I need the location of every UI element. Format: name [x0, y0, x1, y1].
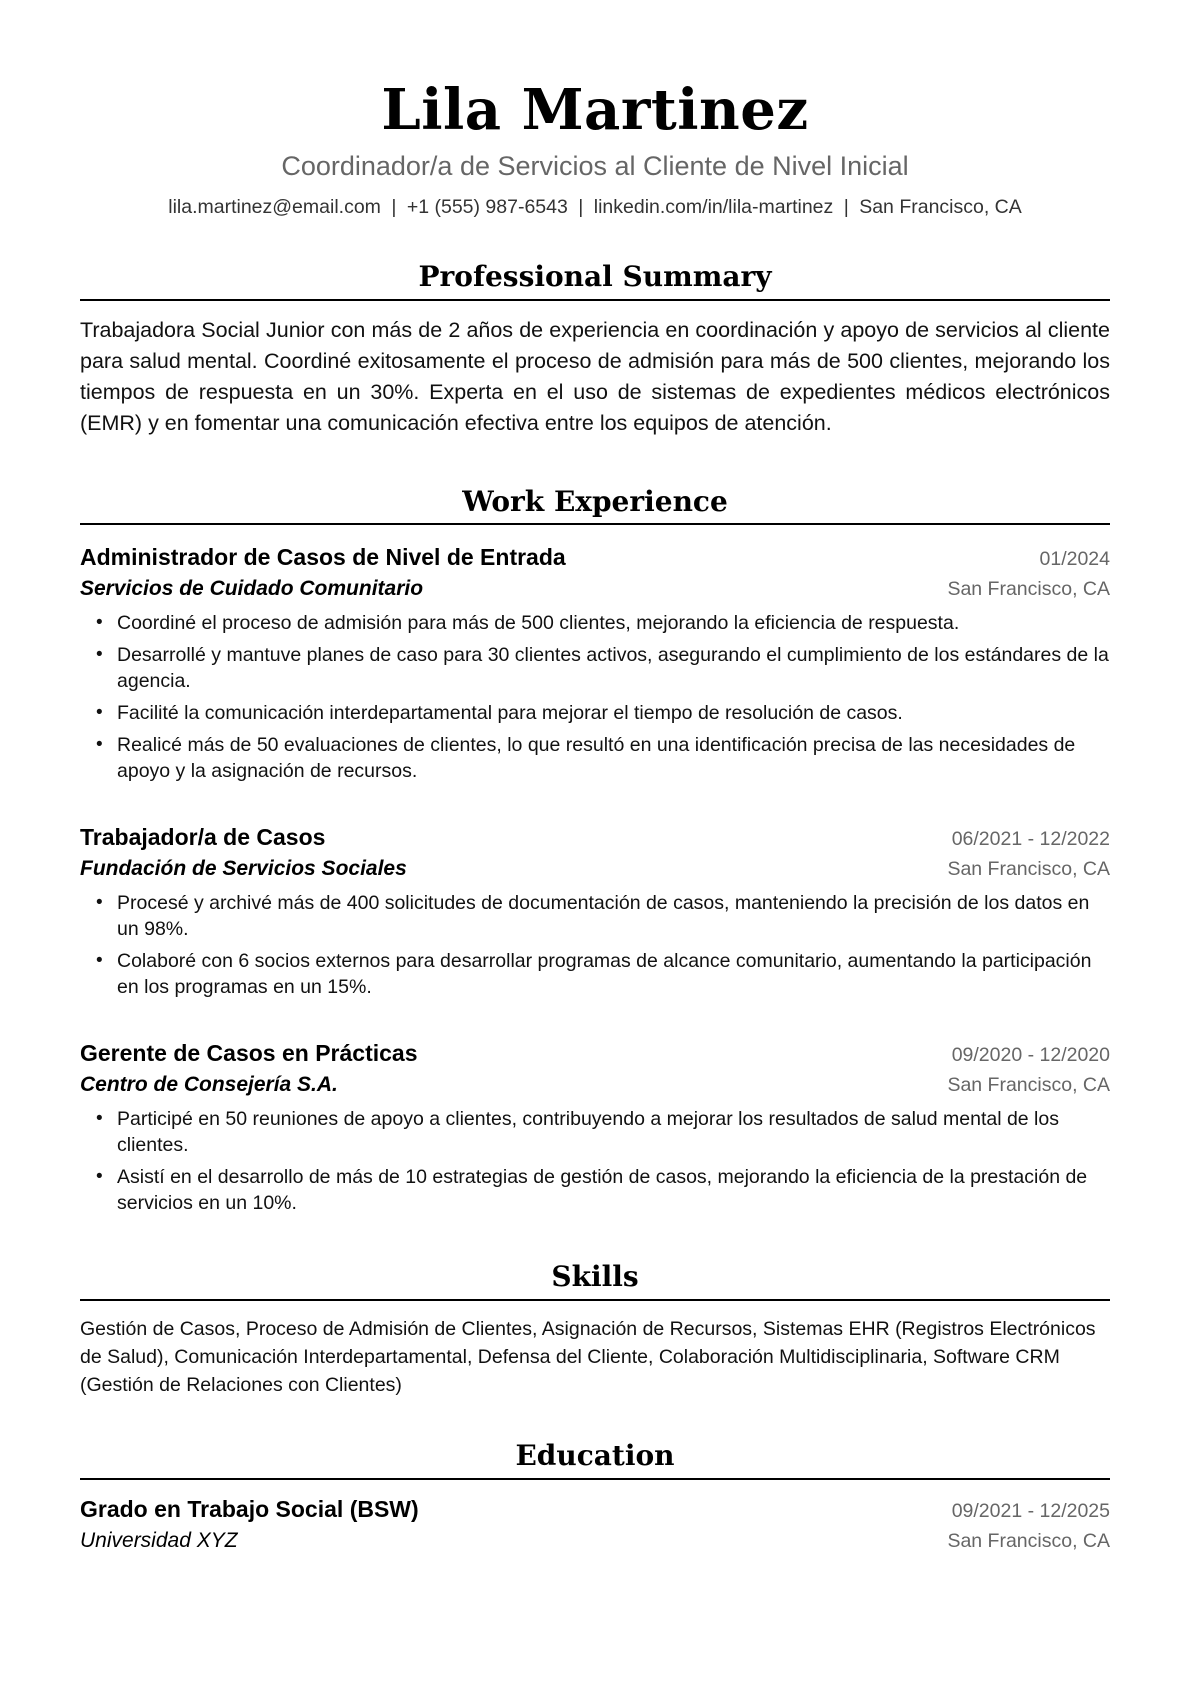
job-title: Administrador de Casos de Nivel de Entrada [80, 544, 566, 571]
education-section [80, 1439, 1110, 1556]
job-subheader [80, 574, 1110, 604]
job-bullet: • Facilité la comunicación interdepartamental para mejorar el tiempo de resolución de casos. [117, 700, 1110, 726]
job-location: San Francisco, CA [947, 858, 1110, 881]
job-bullet: • Desarrollé y mantuve planes de caso para 30 clientes activos, asegurando el cumplimiento de los estándares de la agencia. [117, 642, 1110, 694]
job-date: 06/2021 - 12/2022 [951, 828, 1110, 851]
job-bullet: • Asistí en el desarrollo de más de 10 estrategias de gestión de casos, mejorando la eficiencia de la prestación de servicios en un 10%. [117, 1164, 1110, 1216]
job-bullet: • Participé en 50 reuniones de apoyo a clientes, contribuyendo a mejorar los resultados de salud mental de los clientes. [117, 1106, 1110, 1158]
summary-section [80, 260, 1110, 439]
resume-page [80, 78, 1110, 1556]
job-location: San Francisco, CA [947, 578, 1110, 601]
education-school: Universidad XYZ [80, 1528, 238, 1552]
job-title: Trabajador/a de Casos [80, 824, 326, 851]
contact-location: San Francisco, CA [859, 195, 1022, 218]
job-subheader [80, 1070, 1110, 1100]
job-bullet: • Colaboré con 6 socios externos para desarrollar programas de alcance comunitario, aumentando la participación en los programas en un 15%. [117, 948, 1110, 1000]
skills-text: Gestión de Casos, Proceso de Admisión de Clientes, Asignación de Recursos, Sistemas EHR (Registros Electrónicos de Salud), Comunicación Interdepartamental, Defensa del Cliente, Colaboración Multidisciplinaria, Software CRM (Gestión de Relaciones con Clientes) [80, 1317, 1096, 1396]
contact-linkedin[interactable]: linkedin.com/in/lila-martinez [593, 195, 834, 218]
job-entry [80, 1038, 1110, 1216]
candidate-name: Lila Martinez [381, 77, 809, 143]
job-location: San Francisco, CA [947, 1074, 1110, 1097]
work-experience-section [80, 485, 1110, 1217]
contact-line [80, 195, 1110, 220]
job-header [80, 822, 1110, 854]
contact-phone[interactable]: +1 (555) 987-6543 [406, 195, 568, 218]
job-bullet: • Realicé más de 50 evaluaciones de clientes, lo que resultó en una identificación precisa de las necesidades de apoyo y la asignación de recursos. [117, 732, 1110, 784]
job-bullets [80, 890, 1110, 1000]
job-subtitle: Coordinador/a de Servicios al Cliente de Nivel Inicial [281, 151, 909, 182]
education-entry [80, 1494, 1110, 1556]
contact-email[interactable]: lila.martinez@email.com [168, 195, 381, 218]
education-subheader [80, 1526, 1110, 1556]
job-bullet: • Procesé y archivé más de 400 solicitudes de documentación de casos, manteniendo la precisión de los datos en un 98%. [117, 890, 1110, 942]
contact-separator: | [843, 195, 849, 218]
job-title: Gerente de Casos en Prácticas [80, 1040, 418, 1067]
job-company: Centro de Consejería S.A. [80, 1073, 338, 1097]
job-bullets [80, 1106, 1110, 1216]
job-bullet: • Coordiné el proceso de admisión para más de 500 clientes, mejorando la eficiencia de respuesta. [117, 610, 1110, 636]
section-title-summary: Professional Summary [80, 260, 1110, 301]
skills-section [80, 1260, 1110, 1399]
job-date: 09/2020 - 12/2020 [951, 1044, 1110, 1067]
section-title-work: Work Experience [80, 485, 1110, 526]
job-entry [80, 822, 1110, 1000]
education-location: San Francisco, CA [947, 1529, 1110, 1552]
section-title-skills: Skills [80, 1260, 1110, 1301]
education-degree: Grado en Trabajo Social (BSW) [80, 1495, 419, 1522]
summary-text: Trabajadora Social Junior con más de 2 años de experiencia en coordinación y apoyo de servicios al cliente para salud mental. Coordiné exitosamente el proceso de admisión para más de 500 clientes, mejorando los tiempos de respuesta en un 30%. Experta en el uso de sistemas de expedientes médicos electrónicos (EMR) y en fomentar una comunicación efectiva entre los equipos de atención. [80, 317, 1110, 435]
job-bullets [80, 610, 1110, 784]
education-header [80, 1494, 1110, 1526]
job-entry [80, 542, 1110, 784]
job-company: Fundación de Servicios Sociales [80, 857, 407, 881]
education-date: 09/2021 - 12/2025 [951, 1499, 1110, 1522]
job-date: 01/2024 [1039, 548, 1110, 571]
job-header [80, 542, 1110, 574]
contact-separator: | [578, 195, 584, 218]
job-company: Servicios de Cuidado Comunitario [80, 577, 424, 601]
contact-separator: | [391, 195, 397, 218]
resume-header [80, 78, 1110, 220]
job-subheader [80, 854, 1110, 884]
job-header [80, 1038, 1110, 1070]
section-title-education: Education [80, 1439, 1110, 1480]
